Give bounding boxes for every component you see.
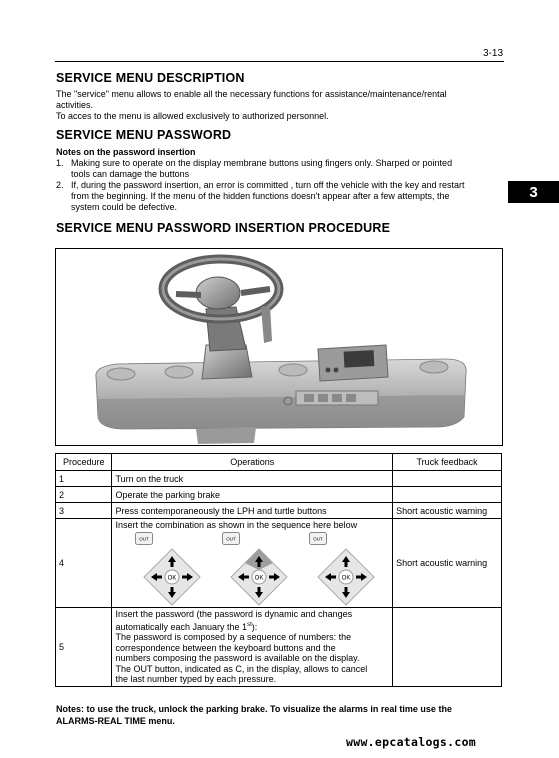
navigation-pad-icon: [317, 548, 375, 606]
table-row: [56, 487, 502, 503]
truck-dashboard-figure: [55, 248, 503, 446]
key-sequence: [115, 532, 389, 606]
table-row: [56, 503, 502, 519]
note-line: 2. If, during the password insertion, an error is committed , turn off the vehicle with the key and restart: [56, 180, 465, 190]
password-notes: [56, 147, 506, 213]
operation-cell: [112, 608, 393, 687]
out-key-label: OUT: [313, 536, 324, 542]
operation-cell: [112, 519, 393, 608]
ok-key-label: OK: [254, 575, 264, 582]
feedback-cell: Short acoustic warning: [393, 519, 502, 608]
operation-line: The OUT button, indicated as C, in the display, allows to cancel: [115, 663, 368, 674]
operation-line-tail: ):: [251, 621, 258, 632]
dashboard-illustration: [56, 249, 502, 445]
superscript: st: [247, 621, 252, 628]
section-title-service-menu-description: SERVICE MENU DESCRIPTION: [56, 71, 245, 85]
feedback-cell: [393, 608, 502, 687]
out-key-label: OUT: [139, 536, 149, 542]
description-line: activities.: [56, 100, 94, 110]
navigation-pad-up-pressed-icon: [230, 548, 288, 606]
footnote: [56, 704, 506, 727]
header-operations: Operations: [112, 454, 393, 471]
operation-line-with-superscript: [115, 620, 389, 633]
operation-line: The password is composed by a sequence of numbers: the: [115, 632, 352, 642]
feedback-cell: Short acoustic warning: [393, 503, 502, 519]
out-key-icon: [222, 532, 240, 545]
sequence-step-2: [212, 532, 292, 606]
section-title-insertion-procedure: SERVICE MENU PASSWORD INSERTION PROCEDURE: [56, 221, 391, 235]
table-row: [56, 471, 502, 487]
footer-url-link[interactable]: www.epcatalogs.com: [346, 735, 477, 749]
step-cell: 3: [56, 503, 112, 519]
operation-cell: Turn on the truck: [112, 471, 393, 487]
sequence-step-3: [299, 532, 379, 606]
operation-text: Insert the combination as shown in the sequence here below: [115, 520, 358, 530]
operation-line: automatically each January the 1: [115, 621, 248, 632]
footnote-line: Notes: to use the truck, unlock the parking brake. To visualize the alarms in real time use the: [56, 704, 452, 714]
sequence-step-1: [125, 532, 205, 606]
out-key-icon: [135, 532, 153, 545]
navigation-pad-icon: [143, 548, 201, 606]
ok-key-label: OK: [167, 575, 177, 582]
step-cell: 5: [56, 608, 112, 687]
step-cell: 4: [56, 519, 112, 608]
operation-line: Insert the password (the password is dynamic and changes: [115, 609, 353, 619]
description-paragraph: [56, 89, 506, 122]
procedure-table: [55, 453, 502, 687]
operation-line: correspondence between the keyboard buttons and the: [115, 642, 336, 653]
section-title-service-menu-password: SERVICE MENU PASSWORD: [56, 128, 232, 142]
out-key-icon: [309, 532, 327, 545]
note-line: 1. Making sure to operate on the display membrane buttons using fingers only. Sharped or pointed: [56, 158, 453, 168]
note-line: tools can damage the buttons: [56, 169, 190, 179]
note-line: from the beginning. If the menu of the hidden functions doesn't appear after a few attempts, the: [56, 191, 450, 201]
operation-line: the last number typed by each pressure.: [115, 674, 277, 684]
ok-key-label: OK: [342, 575, 351, 582]
header-truck-feedback: Truck feedback: [393, 454, 502, 471]
feedback-cell: [393, 471, 502, 487]
operation-cell: Operate the parking brake: [112, 487, 393, 503]
operation-cell: Press contemporaneously the LPH and turtle buttons: [112, 503, 393, 519]
table-row: [56, 519, 502, 608]
page-number: 3-13: [482, 48, 503, 59]
out-key-label: OUT: [226, 536, 237, 542]
header-rule: [55, 61, 504, 62]
notes-heading: Notes on the password insertion: [56, 147, 196, 157]
header-procedure: Procedure: [56, 454, 112, 471]
table-header-row: [56, 454, 502, 471]
step-cell: 1: [56, 471, 112, 487]
chapter-tab: 3: [508, 181, 559, 203]
description-line: The "service" menu allows to enable all the necessary functions for assistance/maintenance/rental: [56, 89, 447, 99]
step-cell: 2: [56, 487, 112, 503]
table-row: [56, 608, 502, 687]
footnote-line: ALARMS-REAL TIME menu.: [56, 715, 175, 726]
description-line: To acces to the menu is allowed exclusively to authorized personnel.: [56, 111, 329, 121]
feedback-cell: [393, 487, 502, 503]
note-line: system could be defective.: [56, 202, 178, 212]
operation-line: numbers composing the password is available on the display.: [115, 653, 360, 663]
